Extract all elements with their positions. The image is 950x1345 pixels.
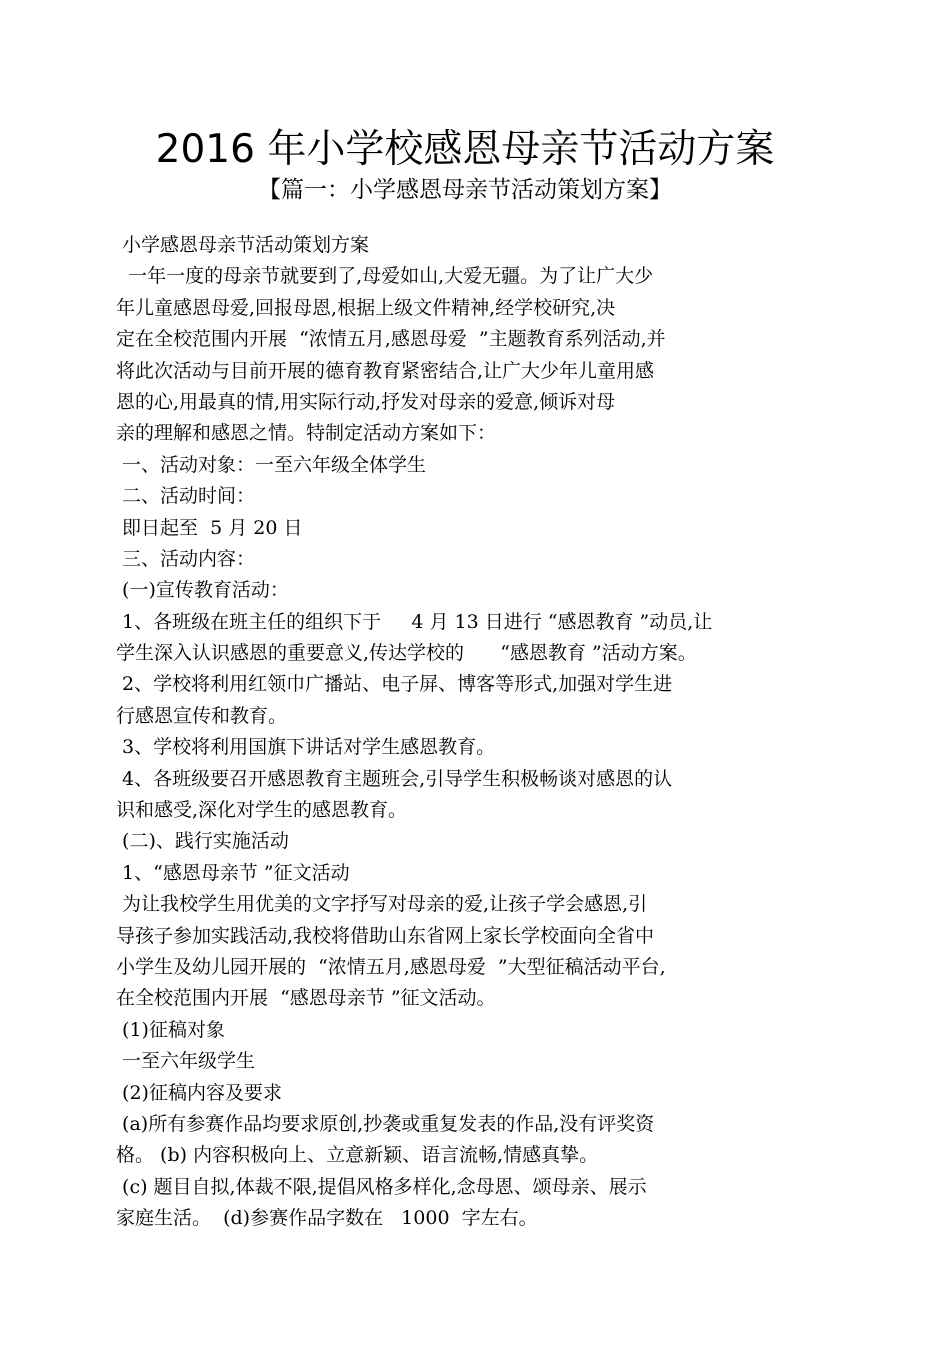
- document-subtitle: 【篇一：小学感恩母亲节活动策划方案】: [258, 177, 672, 203]
- body-line: 恩的心,用最真的情,用实际行动,抒发对母亲的爱意,倾诉对母: [116, 390, 616, 413]
- body-line: (c) 题目自拟,体裁不限,提倡风格多样化,念母恩、颂母亲、展示: [116, 1175, 647, 1198]
- body-line: 一至六年级学生: [116, 1050, 256, 1073]
- body-line: 将此次活动与目前开展的德育教育紧密结合,让广大少年儿童用感: [116, 359, 655, 382]
- body-line: 学生深入认识感恩的重要意义,传达学校的 “感恩教育 ”活动方案。: [116, 642, 697, 665]
- body-line: 家庭生活。 (d)参赛作品字数在 1000 字左右。: [116, 1207, 538, 1230]
- body-line: (a)所有参赛作品均要求原创,抄袭或重复发表的作品,没有评奖资: [116, 1112, 655, 1135]
- body-line: (二)、践行实施活动: [116, 830, 289, 853]
- body-line: 亲的理解和感恩之情。特制定活动方案如下：: [116, 422, 497, 445]
- body-line: 2、学校将利用红领巾广播站、电子屏、博客等形式,加强对学生进: [116, 673, 673, 696]
- body-line: 3、学校将利用国旗下讲话对学生感恩教育。: [116, 736, 496, 759]
- body-line: 小学感恩母亲节活动策划方案: [116, 234, 370, 256]
- body-line: 为让我校学生用优美的文字抒写对母亲的爱,让孩子学会感恩,引: [116, 893, 648, 916]
- body-line: 1、各班级在班主任的组织下于 4 月 13 日进行 “感恩教育 ”动员,让: [116, 610, 713, 633]
- body-line: 在全校范围内开展 “感恩母亲节 ”征文活动。: [116, 987, 496, 1010]
- body-line: 识和感受,深化对学生的感恩教育。: [116, 799, 408, 822]
- document-body: [116, 230, 806, 1235]
- body-line: 行感恩宣传和教育。: [116, 704, 288, 727]
- body-line: (2)征稿内容及要求: [116, 1081, 282, 1104]
- body-line: 格。 (b) 内容积极向上、立意新颖、语言流畅,情感真挚。: [116, 1144, 599, 1167]
- body-line: 一年一度的母亲节就要到了,母爱如山,大爱无疆。为了让广大少: [116, 265, 654, 288]
- body-line: 二、活动时间：: [116, 485, 256, 508]
- body-line: 4、各班级要召开感恩教育主题班会,引导学生积极畅谈对感恩的认: [116, 767, 673, 790]
- document-title: 2016 年小学校感恩母亲节活动方案: [155, 127, 775, 172]
- body-line: 三、活动内容：: [116, 547, 256, 570]
- body-line: 1、“感恩母亲节 ”征文活动: [116, 861, 350, 884]
- body-line: (一)宣传教育活动：: [116, 579, 289, 602]
- body-line: 年儿童感恩母爱,回报母恩,根据上级文件精神,经学校研究,决: [116, 296, 616, 319]
- body-line: 导孩子参加实践活动,我校将借助山东省网上家长学校面向全省中: [116, 924, 655, 947]
- body-line: 小学生及幼儿园开展的 “浓情五月,感恩母爱 ”大型征稿活动平台,: [116, 955, 666, 978]
- body-line: (1)征稿对象: [116, 1018, 225, 1041]
- body-line: 即日起至 5 月 20 日: [116, 516, 303, 539]
- body-line: 定在全校范围内开展 “浓情五月,感恩母爱 ”主题教育系列活动,并: [116, 328, 666, 351]
- body-line: 一、活动对象：一至六年级全体学生: [116, 453, 427, 476]
